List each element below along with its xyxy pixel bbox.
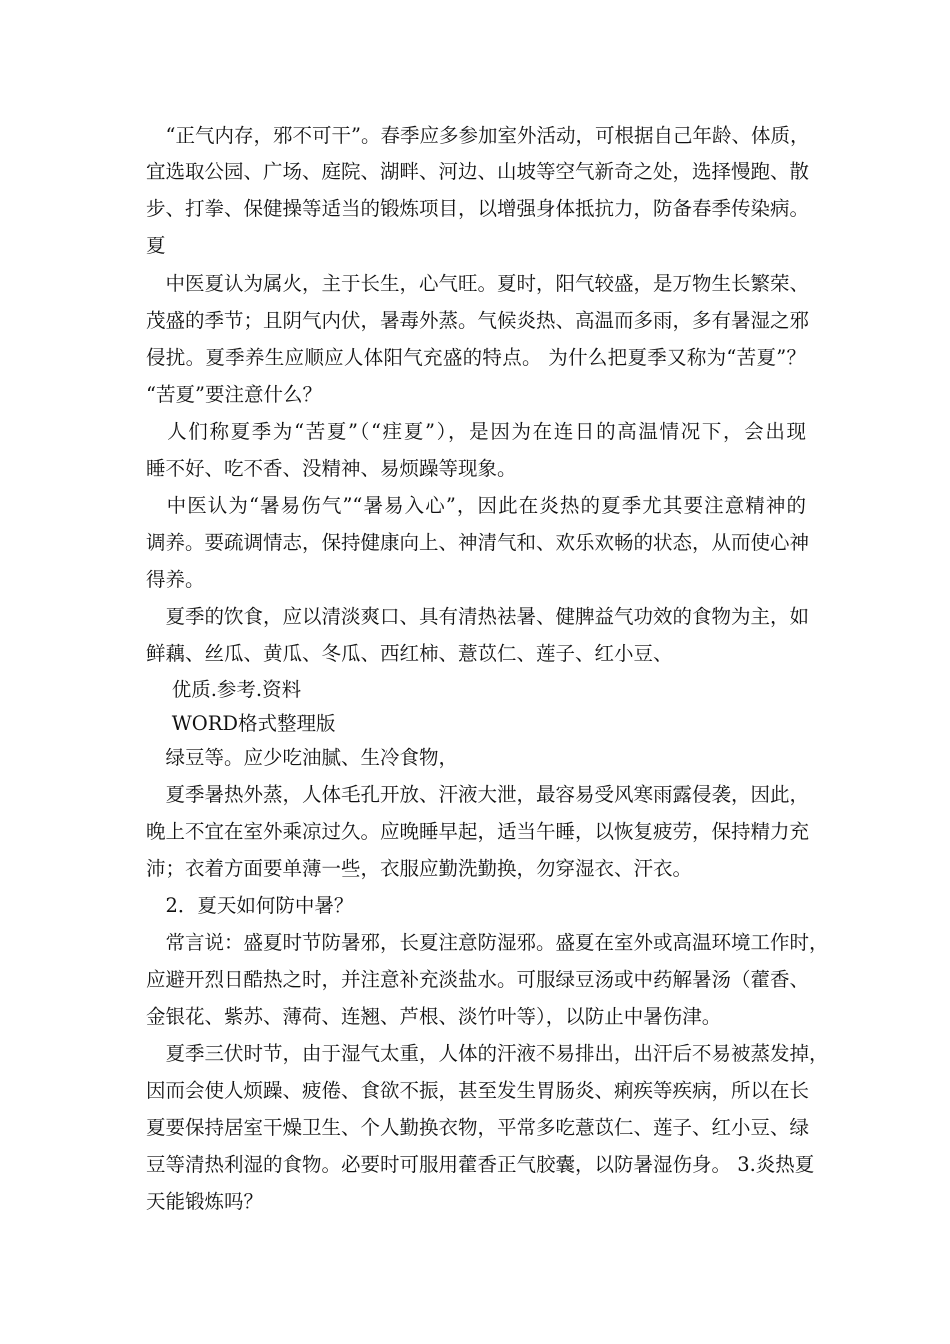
text-line: 因而会使人烦躁、疲倦、食欲不振，甚至发生胃肠炎、痢疾等疾病，所以在长 xyxy=(146,1079,810,1102)
text-line: 调养。要疏调情志，保持健康向上、神清气和、欢乐欢畅的状态，从而使心神 xyxy=(146,531,810,554)
text-line: 绿豆等。应少吃油腻、生冷食物， xyxy=(146,746,459,769)
text-line: 2．夏天如何防中暑？ xyxy=(146,894,354,917)
text-line: 金银花、紫苏、薄荷、连翘、芦根、淡竹叶等），以防止中暑伤津。 xyxy=(146,1005,722,1028)
text-line: 优质.参考.资料 xyxy=(146,678,302,701)
text-line: 侵扰。夏季养生应顺应人体阳气充盛的特点。 为什么把夏季又称为“苦夏”？ xyxy=(146,346,806,369)
text-line: “正气内存，邪不可干”。春季应多参加室外活动，可根据自己年龄、体质， xyxy=(146,124,810,147)
text-line: 人们称夏季为“苦夏”（“疰夏”），是因为在连日的高温情况下，会出现 xyxy=(146,420,806,443)
text-line: 茂盛的季节；且阴气内伏，暑毒外蒸。气候炎热、高温而多雨，多有暑湿之邪 xyxy=(146,309,810,332)
text-line: 常言说：盛夏时节防暑邪，长夏注意防湿邪。盛夏在室外或高温环境工作时， xyxy=(146,931,829,954)
text-line: 夏要保持居室干燥卫生、个人勤换衣物，平常多吃薏苡仁、莲子、红小豆、绿 xyxy=(146,1116,810,1139)
text-line: 夏季的饮食，应以清淡爽口、具有清热祛暑、健脾益气功效的食物为主，如 xyxy=(146,605,810,628)
text-line: 夏季暑热外蒸，人体毛孔开放、汗液大泄，最容易受风寒雨露侵袭，因此， xyxy=(146,783,810,806)
text-line: 沛；衣着方面要单薄一些，衣服应勤洗勤换，勿穿湿衣、汗衣。 xyxy=(146,857,693,880)
text-line: 应避开烈日酷热之时，并注意补充淡盐水。可服绿豆汤或中药解暑汤（藿香、 xyxy=(146,968,810,991)
text-line: WORD格式整理版 xyxy=(146,712,336,735)
text-line: 步、打拳、保健操等适当的锻炼项目，以增强身体抵抗力，防备春季传染病。 xyxy=(146,197,810,220)
text-line: 豆等清热利湿的食物。必要时可服用藿香正气胶囊，以防暑湿伤身。 3.炎热夏 xyxy=(146,1153,815,1176)
text-line: 中医夏认为属火，主于长生，心气旺。夏时，阳气较盛，是万物生长繁荣、 xyxy=(146,272,810,295)
text-line: 夏 xyxy=(146,234,166,257)
text-line: 宜选取公园、广场、庭院、湖畔、河边、山坡等空气新奇之处，选择慢跑、散 xyxy=(146,160,810,183)
text-line: 天能锻炼吗？ xyxy=(146,1190,264,1213)
text-line: “苦夏”要注意什么？ xyxy=(146,383,322,406)
text-line: 鲜藕、丝瓜、黄瓜、冬瓜、西红柿、薏苡仁、莲子、红小豆、 xyxy=(146,642,673,665)
text-line: 睡不好、吃不香、没精神、易烦躁等现象。 xyxy=(146,457,517,480)
text-line: 中医认为“暑易伤气”“暑易入心”，因此在炎热的夏季尤其要注意精神的 xyxy=(146,494,806,517)
text-line: 夏季三伏时节，由于湿气太重，人体的汗液不易排出，出汗后不易被蒸发掉， xyxy=(146,1042,829,1065)
text-line: 晚上不宜在室外乘凉过久。应晚睡早起，适当午睡，以恢复疲劳，保持精力充 xyxy=(146,820,810,843)
text-line: 得养。 xyxy=(146,568,205,591)
